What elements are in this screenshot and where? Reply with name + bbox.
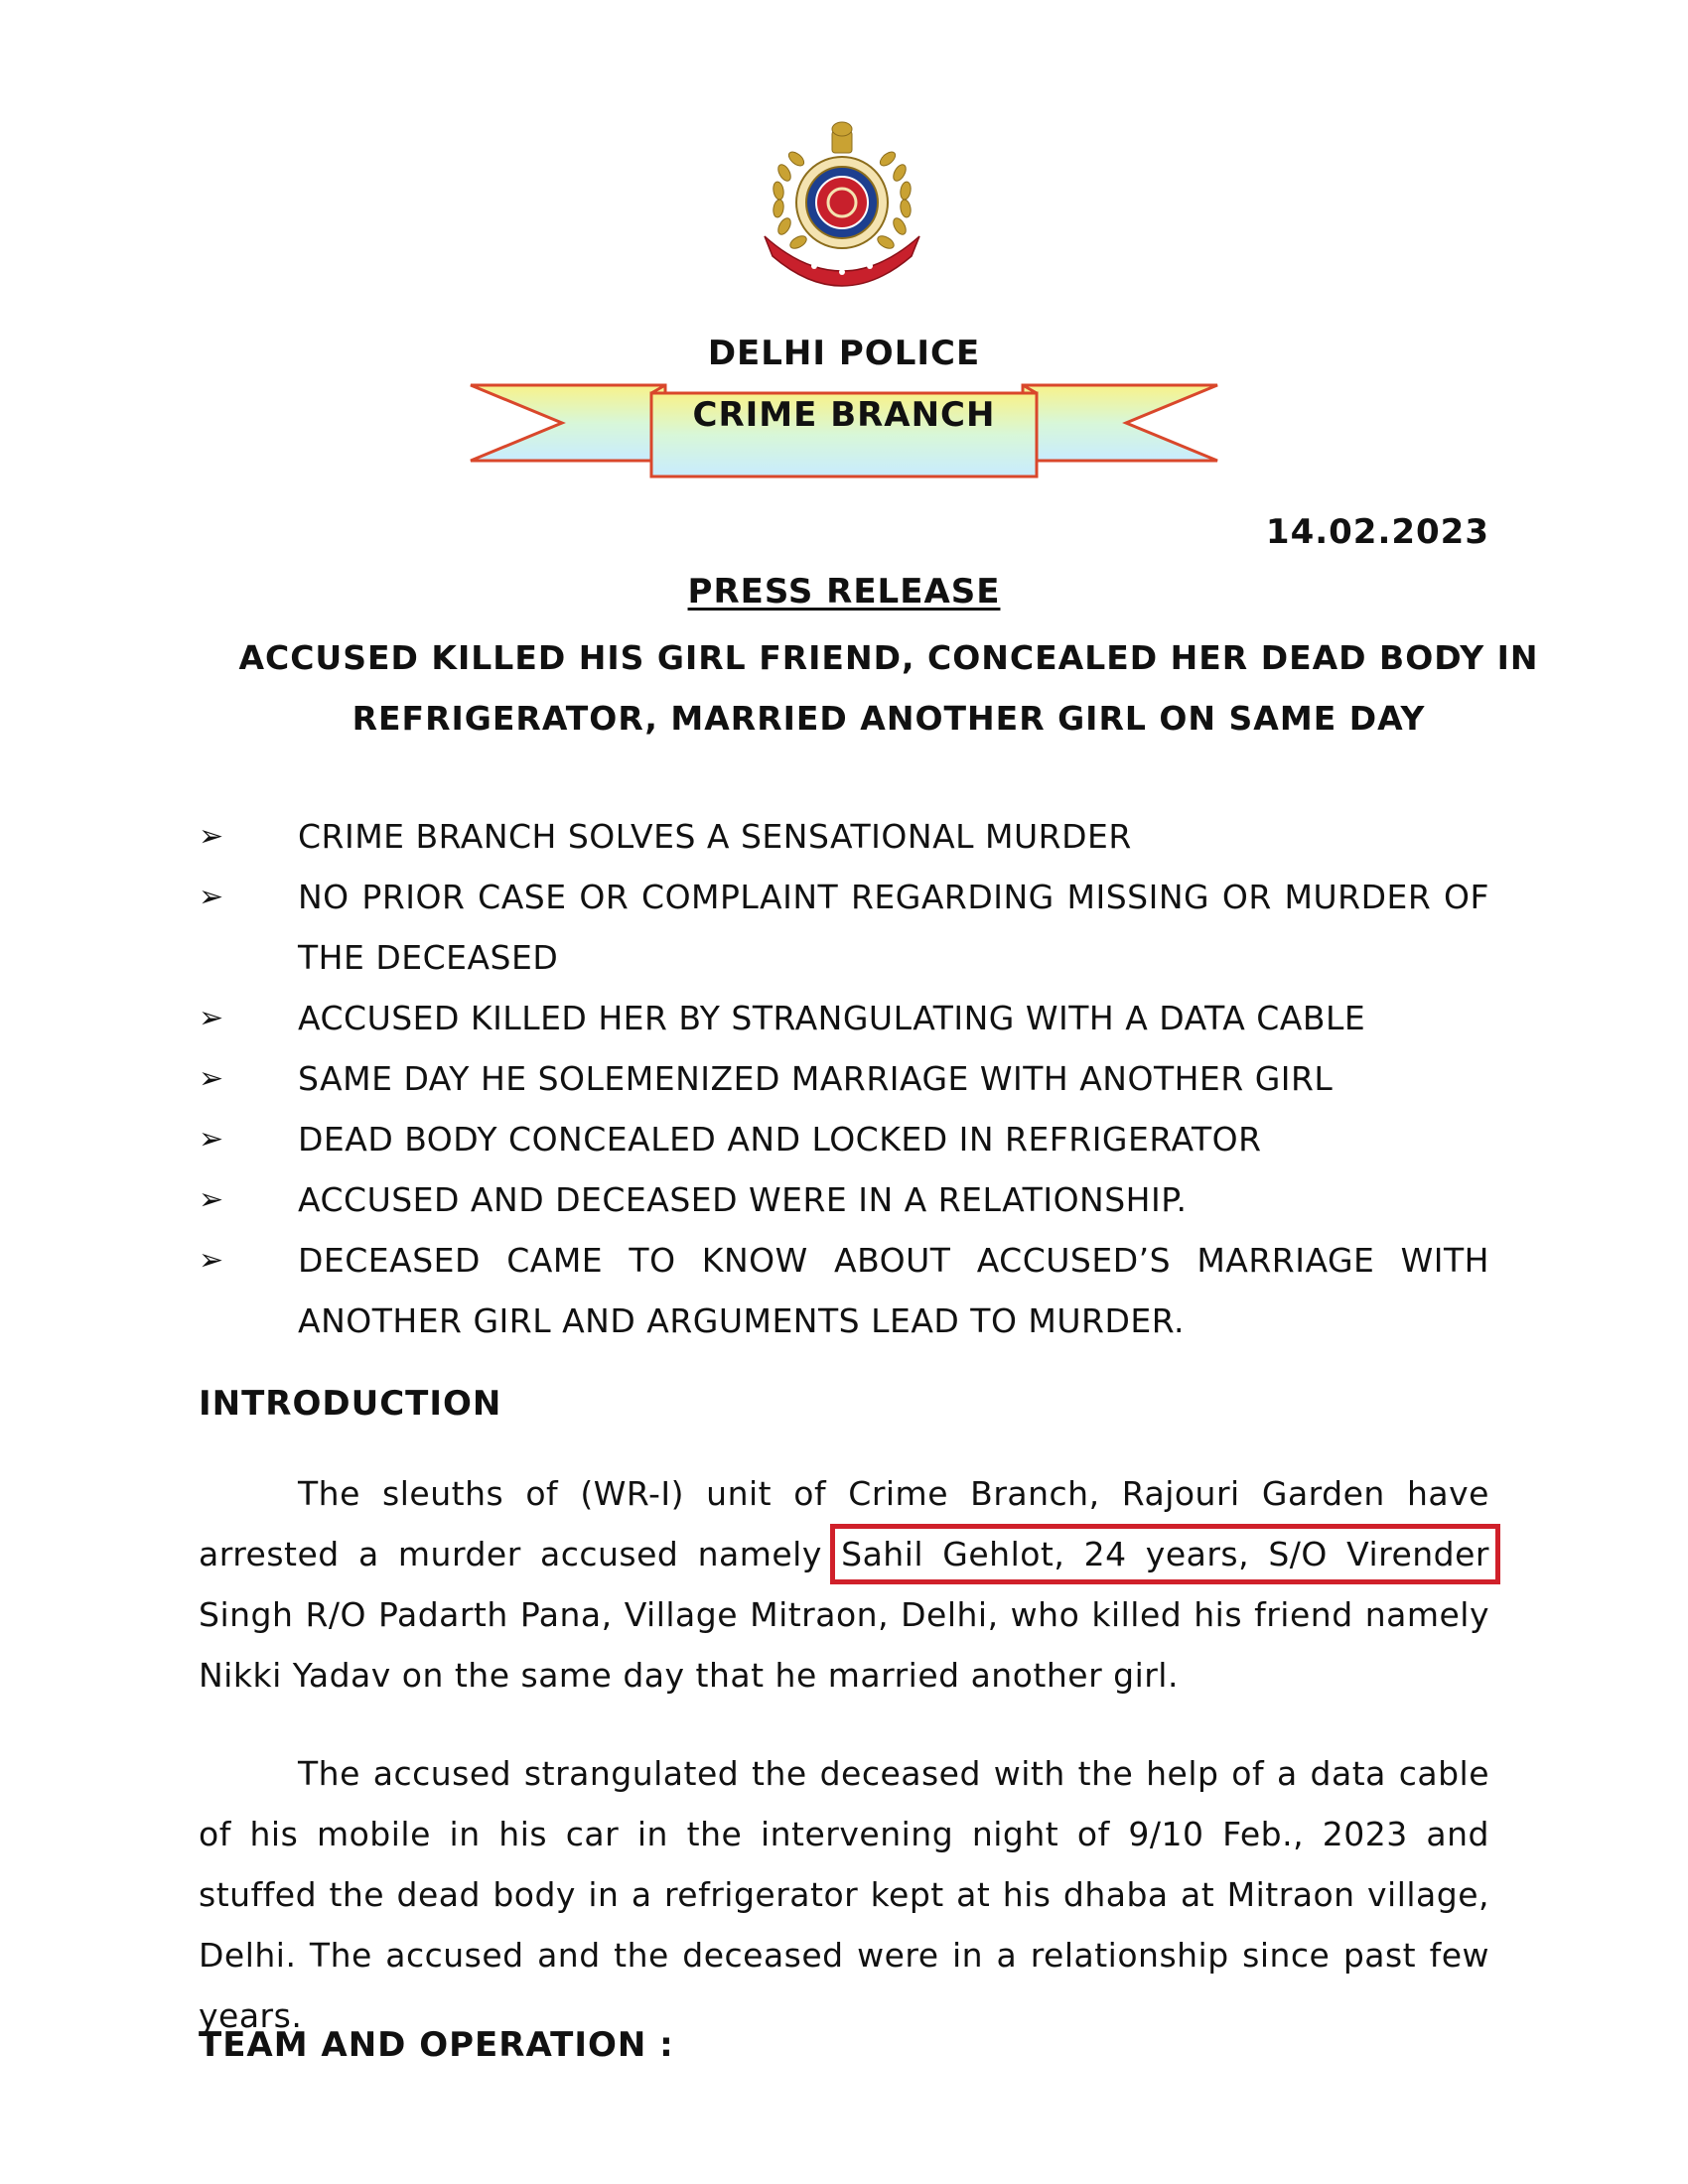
arrow-bullet-icon: ➢ bbox=[199, 1182, 224, 1217]
introduction-paragraph-1: The sleuths of (WR-I) unit of Crime Branch, Rajouri Garden have arrested a murder accused namely Sahil Gehlot, 24 years, S/O Virender Singh R/O Padarth Pana, Village Mitraon, Delhi, who killed his friend namely Nikki Yadav on the same day that he married another girl. bbox=[199, 1474, 1489, 1695]
banner-label: CRIME BRANCH bbox=[692, 395, 996, 435]
list-item: ➢ DEAD BODY CONCEALED AND LOCKED IN REFRIGERATOR bbox=[199, 1109, 1489, 1169]
arrow-bullet-icon: ➢ bbox=[199, 1122, 224, 1157]
arrow-bullet-icon: ➢ bbox=[199, 1061, 224, 1096]
arrow-bullet-icon: ➢ bbox=[199, 1243, 224, 1278]
org-name: DELHI POLICE bbox=[707, 334, 981, 373]
list-item: ➢ ACCUSED KILLED HER BY STRANGULATING WITH A DATA CABLE bbox=[199, 988, 1489, 1048]
delhi-police-emblem bbox=[755, 117, 929, 292]
headline: ACCUSED KILLED HIS GIRL FRIEND, CONCEALED HER DEAD BODY IN REFRIGERATOR, MARRIED ANOTHER GIRL ON SAME DAY bbox=[238, 638, 1539, 738]
list-item: ➢ SAME DAY HE SOLEMENIZED MARRIAGE WITH ANOTHER GIRL bbox=[199, 1048, 1489, 1109]
list-item: ➢ ACCUSED AND DECEASED WERE IN A RELATIONSHIP. bbox=[199, 1169, 1489, 1230]
team-operation-heading: TEAM AND OPERATION : bbox=[199, 2025, 674, 2065]
introduction-paragraph-2: The accused strangulated the deceased with the help of a data cable of his mobile in his car in the intervening night of 9/10 Feb., 2023 and stuffed the dead body in a refrigerator kept at his dhaba at Mitraon village, Delhi. The accused and the deceased were in a relationship since past few years. bbox=[199, 1754, 1489, 2035]
highlights-list bbox=[199, 806, 1489, 1351]
arrow-bullet-icon: ➢ bbox=[199, 819, 224, 854]
release-date: 14.02.2023 bbox=[1265, 512, 1489, 552]
arrow-bullet-icon: ➢ bbox=[199, 1001, 224, 1035]
document-type: PRESS RELEASE bbox=[687, 572, 1001, 612]
list-item: ➢ NO PRIOR CASE OR COMPLAINT REGARDING MISSING OR MURDER OF THE DECEASED bbox=[199, 867, 1489, 988]
introduction-heading: INTRODUCTION bbox=[199, 1384, 502, 1424]
accused-name-highlight: Sahil Gehlot, 24 years, S/O Virender bbox=[841, 1535, 1489, 1573]
list-item: ➢ CRIME BRANCH SOLVES A SENSATIONAL MURDER bbox=[199, 806, 1489, 867]
list-item: ➢ DECEASED CAME TO KNOW ABOUT ACCUSED’S MARRIAGE WITH ANOTHER GIRL AND ARGUMENTS LEAD TO MURDER. bbox=[199, 1230, 1489, 1351]
arrow-bullet-icon: ➢ bbox=[199, 880, 224, 914]
